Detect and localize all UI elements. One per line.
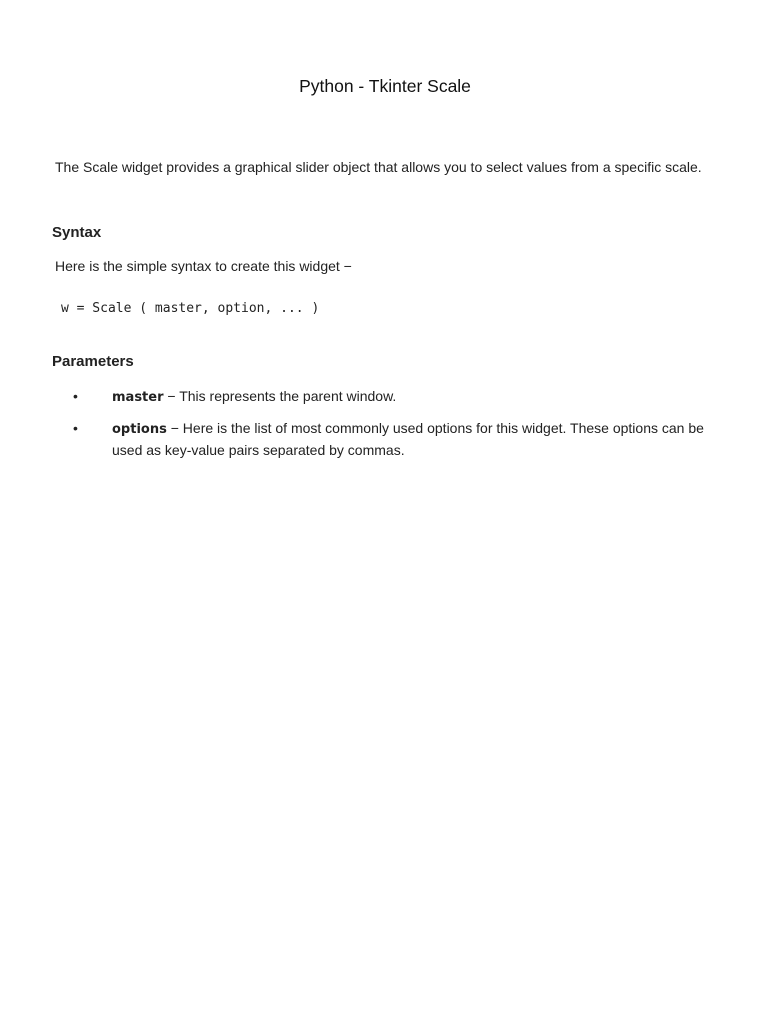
param-description-options: − Here is the list of most commonly used options for this widget. These options can be used as key-value pairs separated by commas. [112,420,704,458]
param-term-options: options [112,422,167,437]
param-term-master: master [112,390,164,405]
list-item-options [0,418,714,461]
syntax-description: Here is the simple syntax to create this widget − [55,258,352,274]
parameters-heading: Parameters [52,353,134,370]
list-item-master [0,386,714,408]
code-snippet: w = Scale ( master, option, ... ) [61,301,320,316]
intro-paragraph: The Scale widget provides a graphical slider object that allows you to select values from a specific scale. [55,159,702,175]
bullet-icon: • [73,420,78,436]
parameters-list [0,386,768,471]
page-title: Python - Tkinter Scale [299,76,471,96]
param-description-master: − This represents the parent window. [163,388,397,404]
syntax-heading: Syntax [52,224,102,241]
bullet-icon: • [73,388,78,404]
